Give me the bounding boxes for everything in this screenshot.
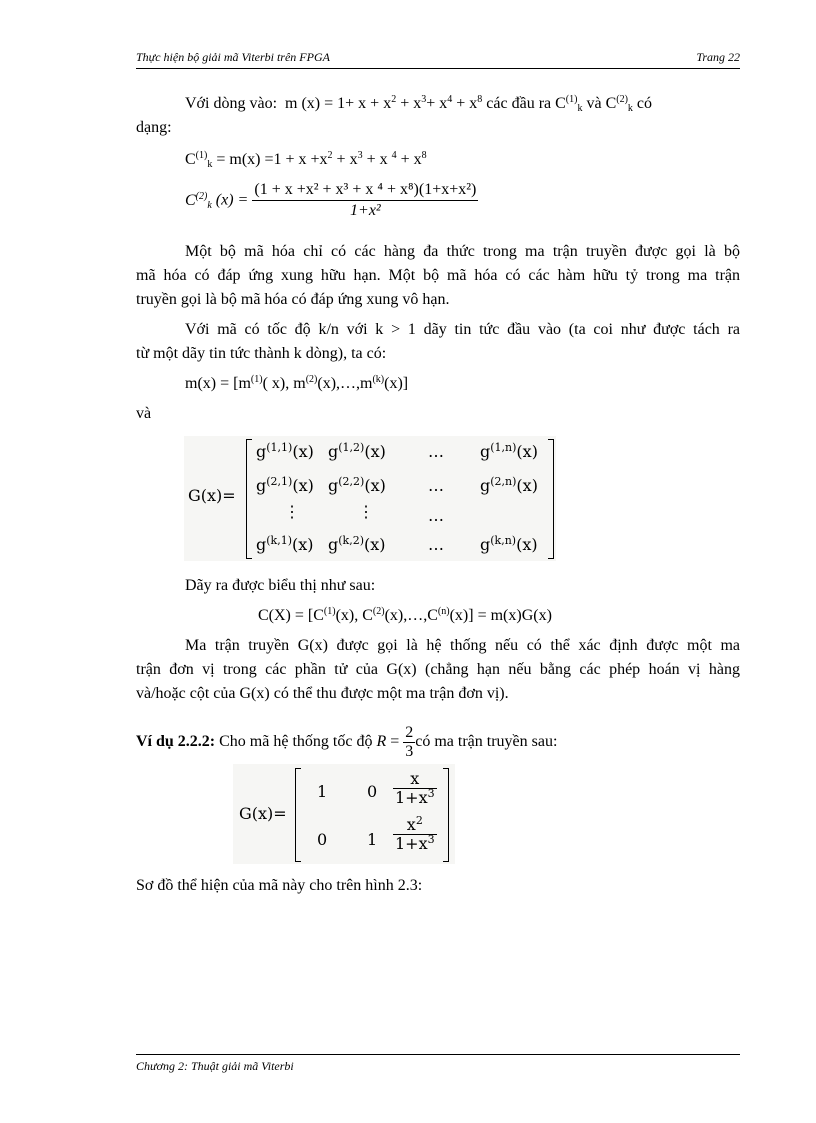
matrix-cell: $g^{(k,1)}(x)$ — [256, 534, 314, 554]
equation-output: $C(X) = [C^{(1)}(x)$, $C^{(2)}(x),\dots,C^{(n)}(x)] = m(x)G(x)$ — [258, 606, 552, 624]
matrix-cell: … — [428, 442, 444, 461]
rate-fraction: $\frac{2}{3}$ — [405, 724, 414, 760]
matrix-cell: $g^{(k,n)}(x)$ — [480, 534, 538, 554]
equation-m: $m(x) = [m^{(1)}$( x), $m^{(2)}(x),\dots,m^{(k)}(x)$] — [185, 374, 409, 392]
c2-fraction: $\frac{\text{(1 + x +x² + x³ + x ⁴ + x⁸)(1+x+x²)}}{\text{1+x²}}$ — [254, 181, 477, 219]
matrix-cell: $g^{(k,2)}(x)$ — [328, 534, 386, 554]
left-bracket — [295, 768, 301, 862]
transfer-matrix-general — [184, 436, 556, 561]
right-bracket — [443, 768, 449, 862]
page-footer — [136, 1054, 740, 1074]
paragraph-text: từ một dãy tin tức thành k dòng), ta có: — [136, 345, 387, 362]
input-sequence-line: Với dòng vào: m $(x) = 1+ x + x^2 + x^3+ x^4 + x^8$ các đầu ra $C^{(1)}_k$ và $C^{(2)}_k$ có — [185, 94, 653, 114]
paragraph-text: trận đơn vị trong các phần tử của G(x) (chẳng hạn nếu bằng các phép hoán vị hàng — [136, 661, 740, 678]
matrix-cell: 1 — [317, 782, 328, 801]
page-header — [136, 50, 740, 69]
equation-c1: $C^{(1)}_k = m(x) =1 + x +x^2 + x^3 + x$ $^4 + x^8$ — [185, 150, 427, 170]
paragraph-text: Dãy ra được biểu thị như sau: — [185, 577, 376, 594]
paragraph-text: Với mã có tốc độ k/n với k > 1 dãy tin tức đầu vào (ta coi như được tách ra — [185, 321, 740, 338]
equation-c2: $C^{(2)}_k$ (x) = $\frac{\text{(1 + x +x² + x³ + x ⁴ + x⁸)(1+x+x²)}}{\text{1+x²}}$ — [185, 181, 477, 219]
matrix-cell: 0 — [367, 782, 378, 801]
matrix-cell: … — [428, 506, 444, 525]
footer-chapter: Chương 2: Thuật giải mã Viterbi — [136, 1059, 294, 1073]
right-bracket — [548, 439, 554, 559]
header-title: Thực hiện bộ giải mã Viterbi trên FPGA — [136, 50, 330, 64]
matrix-cell: $g^{(1,1)}(x)$ — [256, 441, 314, 461]
matrix-cell: $g^{(1,n)}(x)$ — [480, 441, 538, 461]
matrix-label: G(x)= — [188, 486, 236, 505]
vertical-ellipsis: ⋮ — [358, 502, 374, 521]
paragraph-text: và/hoặc cột của G(x) có thể thu được một ma trận đơn vị). — [136, 685, 509, 702]
transfer-matrix-example — [233, 764, 455, 864]
paragraph-text: mã hóa có đáp ứng xung hữu hạn. Một bộ mã hóa có các hàm hữu tỷ trong ma trận — [136, 267, 740, 284]
paragraph-text: dạng: — [136, 119, 172, 136]
example-line: Ví dụ 2.2.2: Cho mã hệ thống tốc độ R = $\frac{2}{3}$ có ma trận truyền sau: — [136, 724, 558, 760]
matrix-cell: 0 — [317, 830, 328, 849]
matrix-cell: $g^{(1,2)}(x)$ — [328, 441, 386, 461]
matrix-fraction-cell: $\frac{x}{1+x^3}$ — [395, 769, 435, 807]
matrix-cell: … — [428, 535, 444, 554]
matrix-label: G(x)= — [239, 804, 287, 823]
paragraph-text: và — [136, 405, 152, 422]
matrix-cell: $g^{(2,2)}(x)$ — [328, 475, 386, 495]
left-bracket — [246, 439, 252, 559]
matrix-cell: … — [428, 476, 444, 495]
page-number: Trang 22 — [696, 50, 740, 64]
paragraph-text: truyền gọi là bộ mã hóa có đáp ứng xung vô hạn. — [136, 291, 450, 308]
paragraph-text: Một bộ mã hóa chỉ có các hàng đa thức trong ma trận truyền được gọi là bộ — [185, 243, 740, 260]
paragraph-text: Sơ đồ thể hiện của mã này cho trên hình 2.3: — [136, 877, 423, 894]
vertical-ellipsis: ⋮ — [284, 502, 300, 521]
matrix-cell: $g^{(2,1)}(x)$ — [256, 475, 314, 495]
matrix-cell: 1 — [367, 830, 378, 849]
matrix-fraction-cell: $\frac{x^2}{1+x^3}$ — [395, 814, 435, 853]
example-title: Ví dụ 2.2.2: — [136, 733, 216, 750]
paragraph-text: Ma trận truyền G(x) được gọi là hệ thống nếu có thể xác định được một ma — [185, 637, 740, 654]
matrix-cell: $g^{(2,n)}(x)$ — [480, 475, 538, 495]
